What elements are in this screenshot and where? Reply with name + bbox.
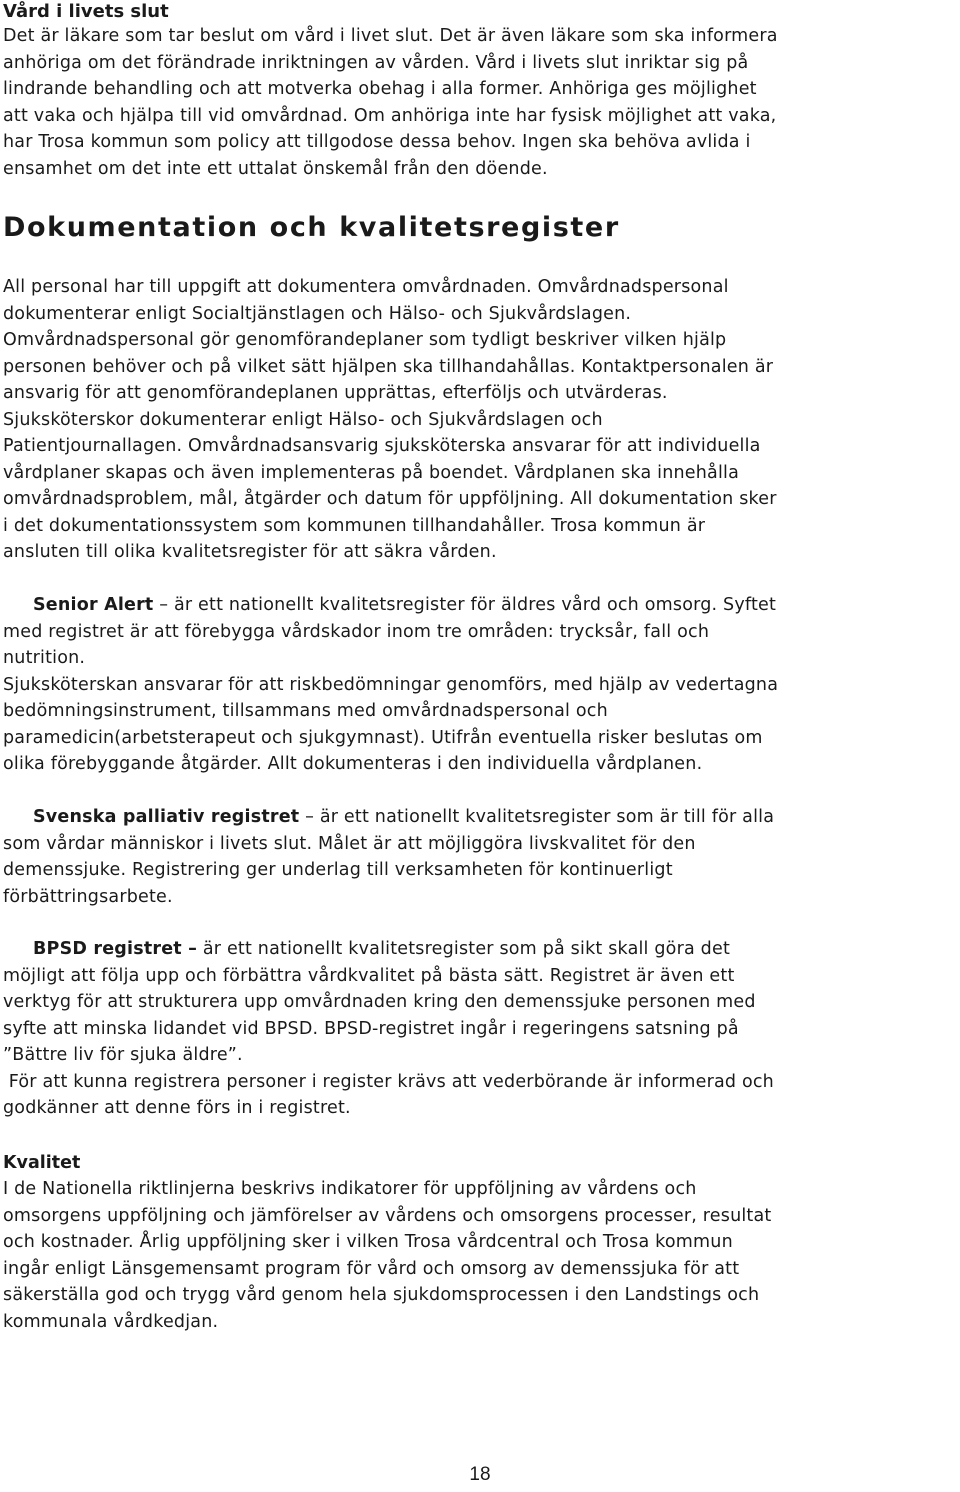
- text-line: personen behöver och på vilket sätt hjälpen ska tillhandahållas. Kontaktpersonalen är: [3, 356, 774, 377]
- text-line: All personal har till uppgift att dokumentera omvårdnaden. Omvårdnadspersonal: [3, 277, 729, 297]
- section-heading: Kvalitet: [3, 1153, 81, 1173]
- text-line: Omvårdnadspersonal gör genomförandeplaner som tydligt beskriver vilken hjälp: [3, 330, 727, 350]
- text-line: kommunala vårdkedjan.: [3, 1311, 219, 1332]
- text-line: I de Nationella riktlinjerna beskrivs indikatorer för uppföljning av vårdens och: [3, 1179, 697, 1199]
- text-line: godkänner att denne förs in i registret.: [3, 1098, 351, 1118]
- text-line: [3, 936, 955, 963]
- section-vard-i-livets-slut: [3, 0, 955, 182]
- text-line: [3, 592, 955, 619]
- section-heading: Vård i livets slut: [3, 1, 169, 22]
- text-line: möjligt att följa upp och förbättra vårdkvalitet på bästa sätt. Registret är även ett: [3, 965, 735, 986]
- palliativ-paragraph: [3, 804, 955, 910]
- text-line: paramedicin(arbetsterapeut och sjukgymnast). Utifrån eventuella risker beslutas om: [3, 727, 763, 748]
- text-line: vårdplaner skapas och även implementeras på boendet. Vårdplanen ska innehålla: [3, 462, 740, 483]
- bpsd-paragraph: [3, 936, 955, 1122]
- text-line: Sjuksköterskan ansvarar för att riskbedömningar genomförs, med hjälp av vedertagna: [3, 674, 779, 695]
- text-line: att vaka och hjälpa till vid omvårdnad. Om anhöriga inte har fysisk möjlighet att vaka,: [3, 105, 777, 126]
- text-line: ”Bättre liv för sjuka äldre”.: [3, 1045, 243, 1065]
- text-line: Patientjournallagen. Omvårdnadsansvarig sjuksköterska ansvarar för att individuella: [3, 436, 761, 456]
- palliativ-lead: Svenska palliativ registret: [33, 807, 300, 827]
- text-line: olika förebyggande åtgärder. Allt dokumenteras i den individuella vårdplanen.: [3, 754, 703, 774]
- senior-alert-first-line: – är ett nationellt kvalitetsregister för äldres vård och omsorg. Syftet: [153, 595, 777, 615]
- section-kvalitet: [3, 1150, 955, 1335]
- text-line: och kostnader. Årlig uppföljning sker i vilken Trosa vårdcentral och Trosa kommun: [3, 1232, 733, 1252]
- text-line: Det är läkare som tar beslut om vård i livet slut. Det är även läkare som ska informera: [3, 26, 778, 46]
- text-line: syfte att minska lidandet vid BPSD. BPSD-registret ingår i regeringens satsning på: [3, 1018, 739, 1039]
- text-line: som vårdar människor i livets slut. Målet är att möjliggöra livskvalitet för den: [3, 833, 696, 854]
- text-line: dokumenterar enligt Socialtjänstlagen och Hälso- och Sjukvårdslagen.: [3, 303, 632, 324]
- text-line: bedömningsinstrument, tillsammans med omvårdnadspersonal och: [3, 701, 608, 721]
- senior-alert-paragraph: [3, 592, 955, 778]
- text-line: säkerställa god och trygg vård genom hela sjukdomsprocessen i den Landstings och: [3, 1285, 760, 1305]
- text-line: verktyg för att strukturera upp omvårdnaden kring den demenssjuke personen med: [3, 992, 756, 1012]
- text-line: [3, 804, 955, 831]
- text-line: med registret är att förebygga vårdskador inom tre områden: trycksår, fall och: [3, 621, 710, 642]
- text-line: ansvarig för att genomförandeplanen upprättas, efterföljs och utvärderas.: [3, 383, 668, 403]
- text-line: har Trosa kommun som policy att tillgodose dessa behov. Ingen ska behöva avlida i: [3, 132, 751, 152]
- section-heading-documentation: Dokumentation och kvalitetsregister: [3, 212, 620, 243]
- text-line: omvårdnadsproblem, mål, åtgärder och datum för uppföljning. All dokumentation sker: [3, 489, 777, 509]
- bpsd-lead: BPSD registret –: [33, 939, 198, 959]
- text-line: ensamhet om det inte ett uttalat önskemål från den döende.: [3, 158, 548, 179]
- text-line: ingår enligt Länsgemensamt program för vård och omsorg av demenssjuka för att: [3, 1258, 740, 1279]
- bpsd-first-line: är ett nationellt kvalitetsregister som på sikt skall göra det: [197, 939, 731, 959]
- text-line: För att kunna registrera personer i register krävs att vederbörande är informerad och: [3, 1071, 774, 1092]
- text-line: demenssjuke. Registrering ger underlag till verksamheten för kontinuerligt: [3, 860, 673, 880]
- text-line: ansluten till olika kvalitetsregister för att säkra vården.: [3, 542, 497, 562]
- intro-paragraph: [3, 23, 955, 182]
- palliativ-first-line: – är ett nationellt kvalitetsregister som är till för alla: [299, 807, 775, 827]
- text-line: anhöriga om det förändrade inriktningen av vården. Vård i livets slut inriktar sig på: [3, 52, 749, 73]
- text-line: omsorgens uppföljning och jämförelser av vårdens och omsorgens processer, resultat: [3, 1205, 772, 1226]
- text-line: i det dokumentationssystem som kommunen tillhandahåller. Trosa kommun är: [3, 515, 706, 536]
- text-line: förbättringsarbete.: [3, 886, 173, 907]
- senior-alert-lead: Senior Alert: [33, 595, 154, 615]
- text-line: nutrition.: [3, 648, 86, 668]
- text-line: Sjuksköterskor dokumenterar enligt Hälso- och Sjukvårdslagen och: [3, 409, 603, 430]
- text-line: lindrande behandling och att motverka obehag i alla former. Anhöriga ges möjlighet: [3, 79, 757, 99]
- documentation-paragraph: [3, 274, 955, 566]
- page-number: 18: [469, 1464, 491, 1485]
